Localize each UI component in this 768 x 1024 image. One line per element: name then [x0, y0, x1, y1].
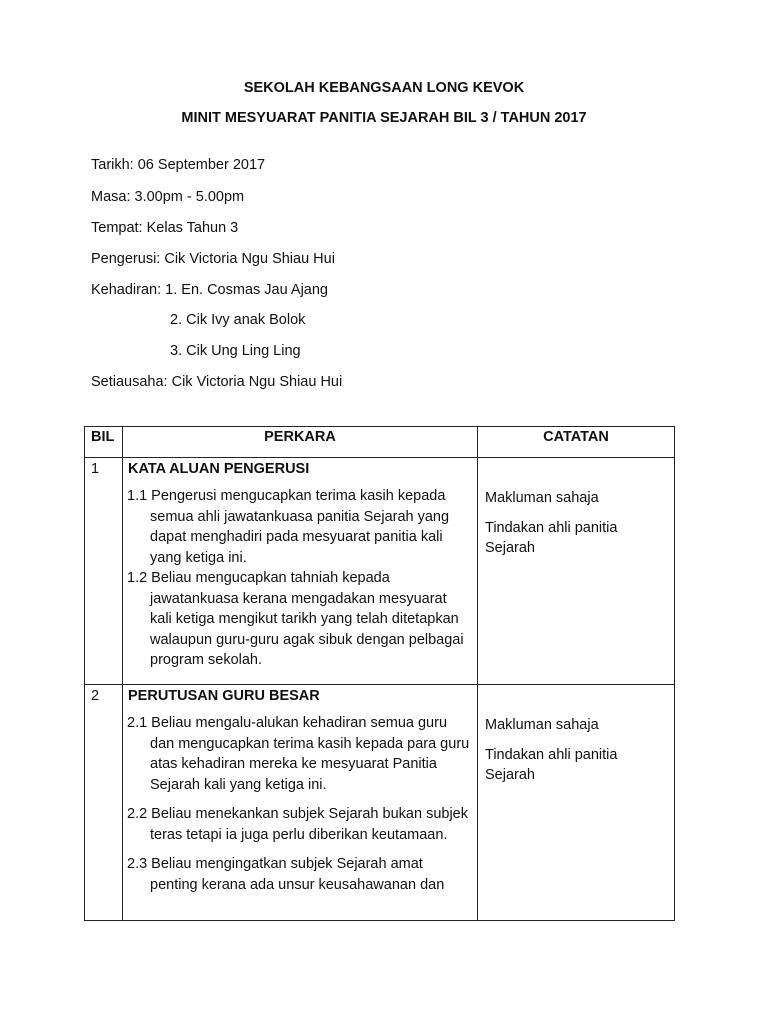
table-row [85, 458, 675, 685]
list-item: 2.1 Beliau mengalu-alukan kehadiran semua guru dan mengucapkan terima kasih kepada para guru atas kehadiran mereka ke mesyuarat Panitia Sejarah kali yang ketiga ini. [127, 715, 470, 793]
list-item: 2.2 Beliau menekankan subjek Sejarah bukan subjek teras tetapi ia juga perlu diberikan keutamaan. [127, 806, 468, 843]
row-catatan [478, 458, 675, 685]
info-tarikh: Tarikh: 06 September 2017 [91, 157, 266, 173]
info-kehadiran: Kehadiran: 1. En. Cosmas Jau Ajang [91, 282, 328, 298]
info-kehadiran-3: 3. Cik Ung Ling Ling [170, 343, 301, 359]
row-bil: 2 [85, 685, 123, 921]
catatan-note: Makluman sahaja [485, 717, 599, 733]
info-tempat: Tempat: Kelas Tahun 3 [91, 220, 239, 236]
header-catatan: CATATAN [478, 427, 675, 458]
header-perkara: PERKARA [123, 427, 478, 458]
row-perkara [123, 685, 478, 921]
school-name: SEKOLAH KEBANGSAAN LONG KEVOK [243, 80, 525, 96]
table-row [85, 685, 675, 921]
catatan-note: Tindakan ahli panitia Sejarah [485, 520, 618, 556]
catatan-note: Tindakan ahli panitia Sejarah [485, 747, 618, 783]
section-title: PERUTUSAN GURU BESAR [128, 688, 320, 704]
catatan-note: Makluman sahaja [485, 490, 599, 506]
list-item: 2.3 Beliau mengingatkan subjek Sejarah amat penting kerana ada unsur keusahawanan dan [127, 856, 445, 893]
minutes-table [84, 426, 675, 921]
header-bil: BIL [85, 427, 123, 458]
row-perkara [123, 458, 478, 685]
document-title: MINIT MESYUARAT PANITIA SEJARAH BIL 3 / TAHUN 2017 [181, 110, 587, 126]
info-kehadiran-2: 2. Cik Ivy anak Bolok [170, 312, 306, 328]
info-setiausaha: Setiausaha: Cik Victoria Ngu Shiau Hui [91, 374, 343, 390]
info-pengerusi: Pengerusi: Cik Victoria Ngu Shiau Hui [91, 251, 335, 267]
row-bil: 1 [85, 458, 123, 685]
list-item: 1.2 Beliau mengucapkan tahniah kepada jawatankuasa kerana mengadakan mesyuarat kali ketiga mengikut tarikh yang telah ditetapkan walaupun guru-guru agak sibuk dengan pelbagai program sekolah. [127, 570, 464, 668]
row-catatan [478, 685, 675, 921]
info-masa: Masa: 3.00pm - 5.00pm [91, 189, 245, 205]
section-title: KATA ALUAN PENGERUSI [128, 461, 310, 477]
list-item: 1.1 Pengerusi mengucapkan terima kasih kepada semua ahli jawatankuasa panitia Sejarah yang dapat menghadiri pada mesyuarat panitia kali yang ketiga ini. [127, 488, 450, 566]
table-header-row [85, 427, 675, 458]
